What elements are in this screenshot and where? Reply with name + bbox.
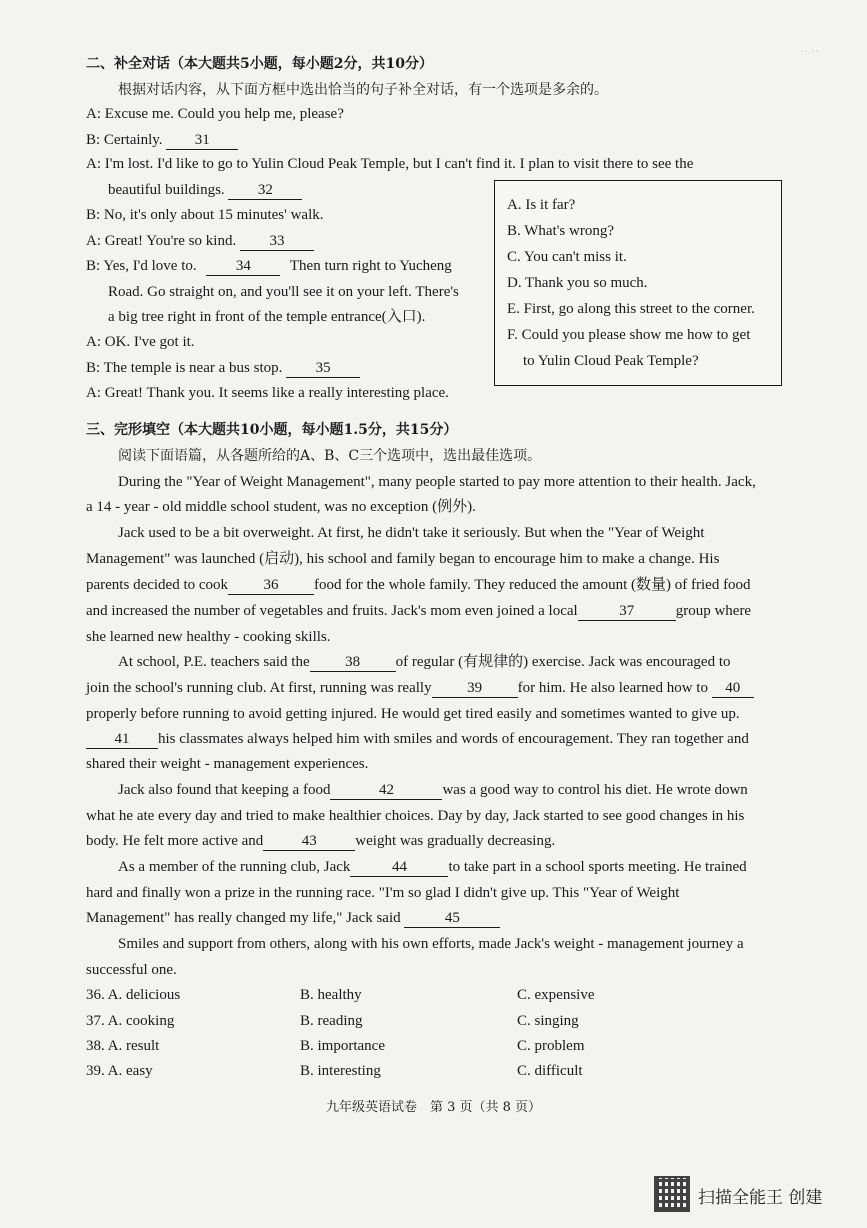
passage-line: shared their weight - management experiences.	[86, 756, 369, 772]
option-c: C. You can't miss it.	[507, 249, 627, 265]
passage-line: properly before running to avoid getting injured. He would get tired easily and sometimes wanted to give up.	[86, 706, 740, 722]
option-a: A. Is it far?	[507, 197, 576, 213]
answer-blank-40[interactable]: 40	[712, 680, 754, 698]
option-f-continued: to Yulin Cloud Peak Temple?	[523, 353, 699, 369]
bleed-through: ·· ··	[800, 44, 819, 58]
option-b: B. What's wrong?	[507, 223, 614, 239]
passage-line: parents decided to cook 36 food for the whole family. They reduced the amount (数量) of fried food	[86, 577, 751, 593]
answer-blank-38[interactable]: 38	[310, 654, 396, 672]
answer-blank-34[interactable]: 34	[206, 258, 280, 276]
section2-instruction: 根据对话内容，从下面方框中选出恰当的句子补全对话，有一个选项是多余的。	[118, 82, 608, 98]
passage-line: Jack used to be a bit overweight. At first, he didn't take it seriously. But when the "Year of Weight	[118, 525, 705, 541]
scanner-watermark: 扫描全能王 创建	[698, 1188, 823, 1208]
passage-line: she learned new healthy - cooking skills.	[86, 629, 331, 645]
answer-blank-43[interactable]: 43	[263, 833, 355, 851]
passage-line: At school, P.E. teachers said the 38 of regular (有规律的) exercise. Jack was encouraged to	[118, 654, 731, 670]
option-f: F. Could you please show me how to get	[507, 327, 751, 343]
dialogue-line: B: The temple is near a bus stop. 35	[86, 358, 360, 378]
choice-38-c[interactable]: C. problem	[517, 1038, 585, 1054]
passage-line: 41 his classmates always helped him with smiles and words of encouragement. They ran together and	[86, 729, 749, 749]
qr-code-icon	[654, 1176, 690, 1212]
choice-39-a[interactable]: 39. A. easy	[86, 1063, 153, 1079]
dialogue-line: A: I'm lost. I'd like to go to Yulin Cloud Peak Temple, but I can't find it. I plan to visit there to see the	[86, 156, 694, 172]
choice-38-a[interactable]: 38. A. result	[86, 1038, 160, 1054]
answer-blank-36[interactable]: 36	[228, 577, 314, 595]
dialogue-line: A: Great! You're so kind. 33	[86, 231, 314, 251]
section2-heading: 二、补全对话（本大题共5小题，每小题2分，共10分）	[86, 56, 433, 72]
passage-line: successful one.	[86, 962, 177, 978]
section3-heading: 三、完形填空（本大题共10小题，每小题1.5分，共15分）	[86, 422, 458, 438]
choice-37-b[interactable]: B. reading	[300, 1013, 363, 1029]
dialogue-line: a big tree right in front of the temple entrance(入口).	[108, 309, 426, 325]
answer-blank-32[interactable]: 32	[228, 182, 302, 200]
passage-line: As a member of the running club, Jack 44 to take part in a school sports meeting. He trained	[118, 859, 747, 875]
dialogue-line: A: Excuse me. Could you help me, please?	[86, 106, 344, 122]
passage-line: Management" has really changed my life," Jack said 45	[86, 908, 500, 928]
option-d: D. Thank you so much.	[507, 275, 648, 291]
choice-37-a[interactable]: 37. A. cooking	[86, 1013, 175, 1029]
passage-line: and increased the number of vegetables and fruits. Jack's mom even joined a local 37 group where	[86, 603, 752, 619]
section3-instruction: 阅读下面语篇，从各题所给的A、B、C三个选项中，选出最佳选项。	[118, 448, 542, 464]
answer-blank-33[interactable]: 33	[240, 233, 314, 251]
passage-line: body. He felt more active and 43 weight was gradually decreasing.	[86, 833, 556, 849]
passage-line: Management" was launched (启动), his school and family began to encourage him to make a change. His	[86, 551, 720, 567]
option-e: E. First, go along this street to the corner.	[507, 301, 755, 317]
dialogue-line: A: OK. I've got it.	[86, 334, 195, 350]
passage-line: Jack also found that keeping a food 42 was a good way to control his diet. He wrote down	[118, 782, 748, 798]
dialogue-line: B: Yes, I'd love to. 34 Then turn right to Yucheng	[86, 258, 452, 274]
passage-line: During the "Year of Weight Management", many people started to pay more attention to their health. Jack,	[118, 474, 756, 490]
choice-38-b[interactable]: B. importance	[300, 1038, 385, 1054]
answer-blank-39[interactable]: 39	[432, 680, 518, 698]
choice-39-c[interactable]: C. difficult	[517, 1063, 583, 1079]
passage-line: Smiles and support from others, along with his own efforts, made Jack's weight - management journey a	[118, 936, 744, 952]
passage-line: hard and finally won a prize in the running race. "I'm so glad I didn't give up. This "Year of Weight	[86, 885, 680, 901]
answer-blank-45[interactable]: 45	[404, 910, 500, 928]
dialogue-line: A: Great! Thank you. It seems like a really interesting place.	[86, 385, 449, 401]
dialogue-line: B: Certainly. 31	[86, 130, 238, 150]
choice-36-c[interactable]: C. expensive	[517, 987, 595, 1003]
choice-37-c[interactable]: C. singing	[517, 1013, 579, 1029]
passage-line: what he ate every day and tried to make healthier choices. Day by day, Jack started to see good changes in his	[86, 808, 745, 824]
options-box	[494, 180, 782, 386]
page-footer: 九年级英语试卷 第 3 页（共 8 页）	[325, 1100, 542, 1115]
answer-blank-41[interactable]: 41	[86, 731, 158, 749]
passage-line: a 14 - year - old middle school student, was no exception (例外).	[86, 499, 476, 515]
dialogue-line: beautiful buildings. 32	[108, 180, 302, 200]
answer-blank-37[interactable]: 37	[578, 603, 676, 621]
answer-blank-42[interactable]: 42	[330, 782, 442, 800]
answer-blank-44[interactable]: 44	[350, 859, 448, 877]
choice-39-b[interactable]: B. interesting	[300, 1063, 381, 1079]
answer-blank-35[interactable]: 35	[286, 360, 360, 378]
choice-36-a[interactable]: 36. A. delicious	[86, 987, 181, 1003]
dialogue-line: B: No, it's only about 15 minutes' walk.	[86, 207, 324, 223]
passage-line: join the school's running club. At first, running was really 39 for him. He also learned how to 40	[86, 678, 754, 698]
choice-36-b[interactable]: B. healthy	[300, 987, 362, 1003]
dialogue-line: Road. Go straight on, and you'll see it on your left. There's	[108, 284, 459, 300]
answer-blank-31[interactable]: 31	[166, 132, 238, 150]
